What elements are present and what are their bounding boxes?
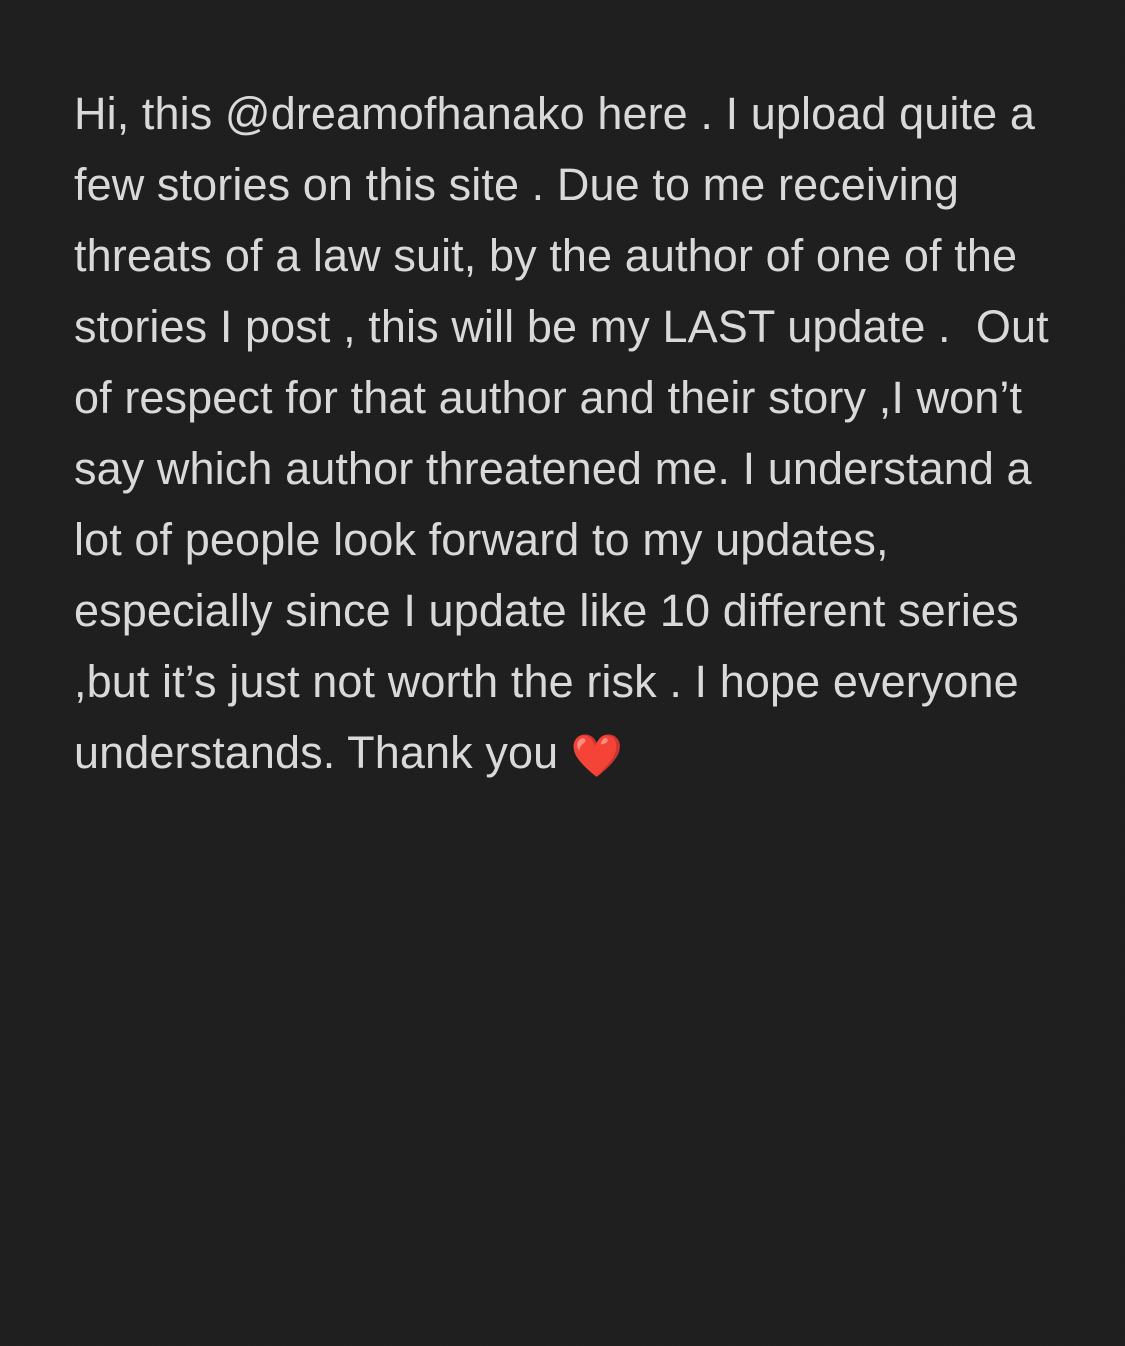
story-message-block: [74, 78, 1062, 788]
story-message-text: Hi, this @dreamofhanako here . I upload quite a few stories on this site . Due to me receiving threats of a law suit, by the author of one of the stories I post , this will be my LAST update . Out of respect for that author and their story ,I won’t say which author threatened me. I understand a lot of people look forward to my updates, especially since I update like 10 different series ,but it’s just not worth the risk . I hope everyone understands. Thank you: [74, 88, 1062, 778]
red-heart-emoji: ❤️: [570, 732, 624, 779]
